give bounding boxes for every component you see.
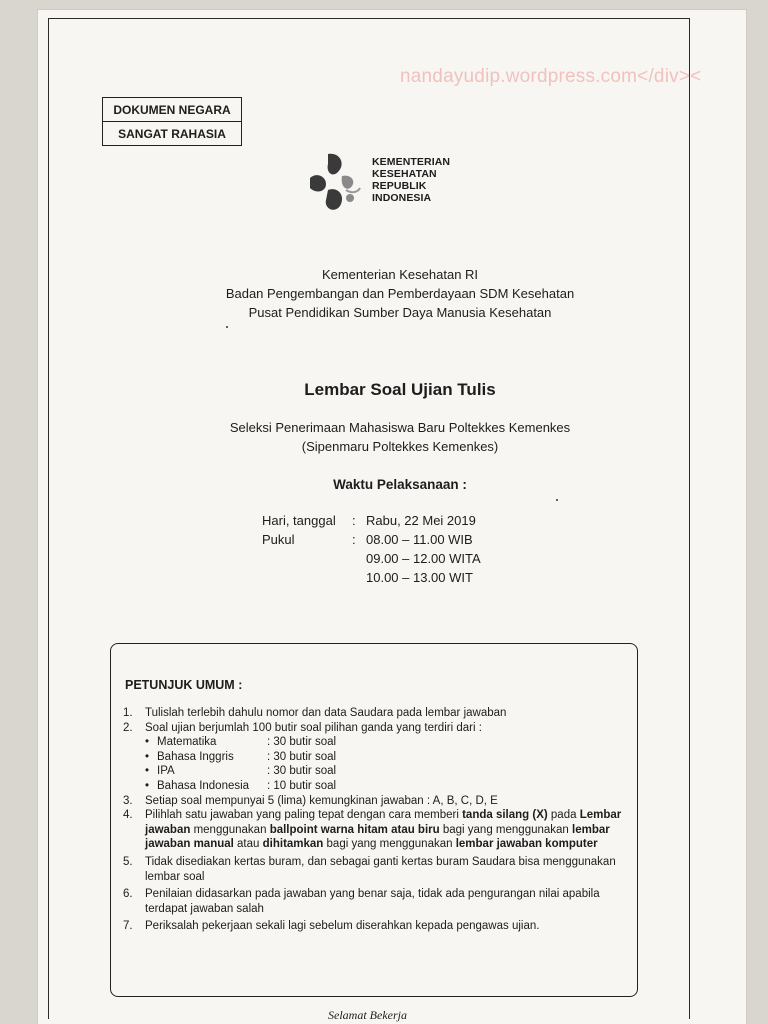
time-wib: 08.00 – 11.00 WIB: [366, 532, 473, 547]
time-wita: 09.00 – 12.00 WITA: [366, 551, 481, 566]
subject-count: : 10 butir soal: [267, 779, 337, 792]
subject-count: : 30 butir soal: [267, 750, 337, 763]
classification-line-2: SANGAT RAHASIA: [103, 121, 241, 145]
kemenkes-logo-icon: [306, 150, 366, 216]
list-item: 1. Tulislah terlebih dahulu nomor dan data Saudara pada lembar jawaban: [123, 707, 507, 719]
subject-name: Bahasa Inggris: [157, 750, 234, 763]
time-wit: 10.00 – 13.00 WIT: [366, 570, 473, 585]
logo-text-line: REPUBLIK: [372, 180, 427, 192]
agency-header: [140, 265, 660, 322]
subject-row: • Bahasa Indonesia : 10 butir soal: [145, 779, 337, 792]
subtitle-line: (Sipenmaru Poltekkes Kemenkes): [301, 439, 499, 454]
instructions-box: [110, 643, 638, 997]
logo-text-line: KESEHATAN: [372, 168, 437, 180]
list-item: 2. Soal ujian berjumlah 100 butir soal pilihan ganda yang terdiri dari :: [123, 721, 482, 734]
item-text: Tulislah terlebih dahulu nomor dan data Saudara pada lembar jawaban: [145, 707, 507, 719]
item-text: Tidak disediakan kertas buram, dan sebagai ganti kertas buram Saudara bisa menggunakan lembar soal: [145, 855, 616, 883]
agency-line: Badan Pengembangan dan Pemberdayaan SDM Kesehatan: [225, 286, 575, 301]
day-label: Hari, tanggal: [262, 513, 336, 528]
item-text: Penilaian didasarkan pada jawaban yang benar saja, tidak ada pengurangan nilai apabila terdapat jawaban salah: [145, 888, 600, 915]
agency-line: Kementerian Kesehatan RI: [321, 267, 479, 282]
subject-name: IPA: [157, 765, 175, 778]
list-item: 4. Pilihlah satu jawaban yang paling tepat dengan cara memberi tanda silang (X) pada Lembar jawaban menggunakan ballpoint warna hitam atau biru bagi yang menggunakan lembar jawaban manual atau dihitamkan bagi yang menggunakan lembar jawaban komputer: [123, 808, 628, 852]
waktu-heading: Waktu Pelaksanaan :: [333, 477, 467, 492]
classification-line-1: DOKUMEN NEGARA: [113, 103, 231, 117]
watermark: nandayudip.wordpress.com</div><: [400, 66, 702, 87]
agency-line: Pusat Pendidikan Sumber Daya Manusia Kesehatan: [248, 305, 552, 320]
closing-text: Selamat Bekerja: [328, 1008, 407, 1022]
instructions-heading: PETUNJUK UMUM :: [125, 678, 243, 692]
logo-text-line: INDONESIA: [372, 192, 432, 204]
schedule: Hari, tanggal : Rabu, 22 Mei 2019 Pukul : 08.00 – 11.00 WIB 09.00 – 12.00 WITA 10.00 – 13.00 WIT: [262, 513, 481, 585]
instructions-list: [123, 706, 628, 934]
subject-count: : 30 butir soal: [267, 736, 337, 749]
logo-text: [372, 156, 450, 204]
ink-speck: [226, 326, 228, 328]
subject-row: • Matematika : 30 butir soal: [145, 736, 337, 749]
subject-name: Matematika: [157, 736, 217, 749]
document-title: Lembar Soal Ujian Tulis: [304, 380, 496, 399]
item-text: Soal ujian berjumlah 100 butir soal pilihan ganda yang terdiri dari :: [145, 721, 482, 734]
day-value: Rabu, 22 Mei 2019: [366, 513, 476, 528]
list-item: 3. Setiap soal mempunyai 5 (lima) kemungkinan jawaban : A, B, C, D, E: [123, 794, 498, 807]
subject-row: • Bahasa Inggris : 30 butir soal: [145, 750, 337, 763]
list-item: 6. Penilaian didasarkan pada jawaban yang benar saja, tidak ada pengurangan nilai apabila terdapat jawaban salah: [123, 887, 628, 916]
subtitle-line: Seleksi Penerimaan Mahasiswa Baru Poltekkes Kemenkes: [229, 420, 571, 435]
document-subtitle: [140, 418, 660, 456]
subject-row: • IPA : 30 butir soal: [145, 765, 337, 778]
ink-speck: [556, 499, 558, 501]
item-text: Setiap soal mempunyai 5 (lima) kemungkinan jawaban : A, B, C, D, E: [145, 794, 498, 807]
time-label: Pukul: [262, 532, 295, 547]
item-text: Pilihlah satu jawaban yang paling tepat dengan cara memberi tanda silang (X) pada Lembar jawaban menggunakan ballpoint warna hitam atau biru bagi yang menggunakan lembar jawaban manual atau dihitamkan bagi yang menggunakan lembar jawaban komputer: [145, 809, 622, 851]
subject-count: : 30 butir soal: [267, 765, 337, 778]
list-item: 7. Periksalah pekerjaan sekali lagi sebelum diserahkan kepada pengawas ujian.: [123, 920, 540, 933]
classification-box: [102, 97, 242, 146]
logo-text-line: KEMENTERIAN: [372, 156, 451, 168]
subject-name: Bahasa Indonesia: [157, 779, 250, 792]
item-text: Periksalah pekerjaan sekali lagi sebelum diserahkan kepada pengawas ujian.: [145, 920, 540, 933]
list-item: 5. Tidak disediakan kertas buram, dan sebagai ganti kertas buram Saudara bisa menggunakan lembar soal: [123, 855, 628, 884]
